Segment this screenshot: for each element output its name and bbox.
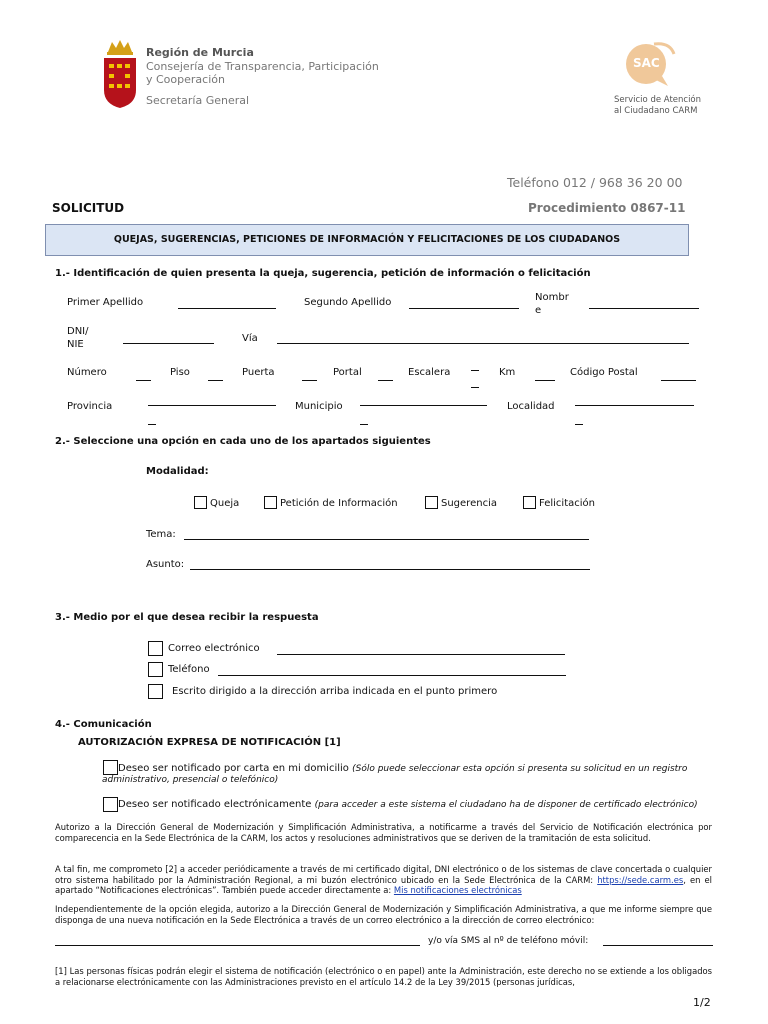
secretaria-general: Secretaría General xyxy=(146,94,250,107)
segundo-apellido-label: Segundo Apellido xyxy=(304,297,392,308)
localidad-field-b xyxy=(575,424,583,425)
primer-apellido-field[interactable] xyxy=(178,308,276,309)
queja-checkbox[interactable] xyxy=(194,496,207,509)
consejeria-line2: y Cooperación xyxy=(146,73,225,86)
primer-apellido-label: Primer Apellido xyxy=(67,297,144,308)
dni-field[interactable] xyxy=(123,343,214,344)
modalidad-label: Modalidad: xyxy=(146,466,209,477)
municipio-field-b xyxy=(360,424,368,425)
region-name: Región de Murcia xyxy=(146,46,254,59)
km-label: Km xyxy=(499,367,516,378)
asunto-field[interactable] xyxy=(190,569,590,570)
notificacion-carta-label: Deseo ser notificado por carta en mi domicilio (Sólo puede seleccionar esta opción si presenta su solicitud en un registro xyxy=(118,763,688,774)
section3-heading: 3.- Medio por el que desea recibir la respuesta xyxy=(55,612,319,623)
nombre-field[interactable] xyxy=(589,308,699,309)
codigo-postal-field[interactable] xyxy=(661,380,696,381)
nombre-label-a: Nombr xyxy=(535,292,569,303)
sac-line2: al Ciudadano CARM xyxy=(614,106,698,116)
sac-line1: Servicio de Atención xyxy=(614,95,702,105)
tema-field[interactable] xyxy=(184,539,589,540)
peticion-label: Petición de Información xyxy=(280,498,398,509)
correo-checkbox[interactable] xyxy=(148,641,163,656)
section4-heading: 4.- Comunicación xyxy=(55,719,152,730)
puerta-field[interactable] xyxy=(302,380,317,381)
phone-number: Teléfono 012 / 968 36 20 00 xyxy=(507,175,683,190)
dni-label-a: DNI/ xyxy=(67,326,89,337)
autorizacion-heading: AUTORIZACIÓN EXPRESA DE NOTIFICACIÓN [1] xyxy=(78,737,341,748)
portal-label: Portal xyxy=(333,367,362,378)
piso-label: Piso xyxy=(170,367,190,378)
sms-field[interactable] xyxy=(603,945,713,946)
escalera-label: Escalera xyxy=(408,367,451,378)
sugerencia-checkbox[interactable] xyxy=(425,496,438,509)
km-field[interactable] xyxy=(535,380,555,381)
section2-heading: 2.- Seleccione una opción en cada uno de los apartados siguientes xyxy=(55,436,431,447)
page-number: 1/2 xyxy=(693,996,711,1009)
procedure-code: Procedimiento 0867-11 xyxy=(528,201,686,215)
municipio-label: Municipio xyxy=(295,401,343,412)
correo-label: Correo electrónico xyxy=(168,643,260,654)
via-label: Vía xyxy=(242,333,258,344)
provincia-field[interactable] xyxy=(148,405,276,406)
telefono-checkbox[interactable] xyxy=(148,662,163,677)
escalera-field-b[interactable] xyxy=(471,387,479,388)
portal-field[interactable] xyxy=(378,380,393,381)
informe-paragraph: Independientemente de la opción elegida, autorizo a la Dirección General de Modernización y Simplificación Administrativa, a que me informe siempre que disponga de una nueva notificación en la Sede Electrónica a través de un correo electrónico a la dirección de correo electrónico: xyxy=(55,904,712,925)
numero-label: Número xyxy=(67,367,107,378)
felicitacion-label: Felicitación xyxy=(539,498,595,509)
escalera-field-a[interactable] xyxy=(471,370,479,371)
mis-notificaciones-link[interactable]: Mis notificaciones electrónicas xyxy=(393,885,522,895)
notificacion-electronica-label: Deseo ser notificado electrónicamente (para acceder a este sistema el ciudadano ha de disponer de certificado electrónico) xyxy=(118,799,698,810)
segundo-apellido-field[interactable] xyxy=(409,308,519,309)
asunto-label: Asunto: xyxy=(146,559,185,570)
municipio-field[interactable] xyxy=(360,405,487,406)
correo-field[interactable] xyxy=(277,654,565,655)
telefono-label: Teléfono xyxy=(168,664,210,675)
dni-label-b: NIE xyxy=(67,339,84,350)
tema-label: Tema: xyxy=(146,529,176,540)
consejeria-line1: Consejería de Transparencia, Participación xyxy=(146,60,379,73)
puerta-label: Puerta xyxy=(242,367,275,378)
queja-label: Queja xyxy=(210,498,240,509)
notificacion-carta-note: administrativo, presencial o telefónico) xyxy=(102,775,279,785)
codigo-postal-label: Código Postal xyxy=(570,367,638,378)
peticion-checkbox[interactable] xyxy=(264,496,277,509)
piso-field[interactable] xyxy=(208,380,223,381)
form-title: SOLICITUD xyxy=(52,201,125,215)
felicitacion-checkbox[interactable] xyxy=(523,496,536,509)
via-field[interactable] xyxy=(277,343,689,344)
region-shield-icon xyxy=(100,38,140,110)
provincia-label: Provincia xyxy=(67,401,113,412)
email-notificacion-field[interactable] xyxy=(55,945,420,946)
footnote-1: [1] Las personas físicas podrán elegir el sistema de notificación (electrónico o en papel) ante la Administración, este derecho no se extiende a los obligados a relacionarse electrónicamente con las Administraciones previsto en el artículo 14.2 de la Ley 39/2015 (personas jurídicas, xyxy=(55,966,712,987)
escrito-checkbox[interactable] xyxy=(148,684,163,699)
section1-heading: 1.- Identificación de quien presenta la queja, sugerencia, petición de información o felicitación xyxy=(55,268,591,279)
escrito-label: Escrito dirigido a la dirección arriba indicada en el punto primero xyxy=(172,686,498,697)
localidad-field[interactable] xyxy=(575,405,694,406)
notificacion-electronica-checkbox[interactable] xyxy=(103,797,118,812)
banner-text: QUEJAS, SUGERENCIAS, PETICIONES DE INFORMACIÓN Y FELICITACIONES DE LOS CIUDADANOS xyxy=(113,234,621,245)
telefono-field[interactable] xyxy=(218,675,566,676)
nombre-label-b: e xyxy=(535,305,542,316)
numero-field[interactable] xyxy=(136,380,151,381)
autorizo-paragraph: Autorizo a la Dirección General de Modernización y Simplificación Administrativa, a notificarme a través del Servicio de Notificación electrónica por comparecencia en la Sede Electrónica de la CARM, los actos y resoluciones administrativos que se deriven de la tramitación de esta solicitud. xyxy=(55,822,712,843)
compromiso-paragraph: A tal fin, me comprometo [2] a acceder periódicamente a través de mi certificado digital, DNI electrónico o de los sistemas de clave concertada o cualquier otro sistema habilitado por la Administración Regional, a mi buzón electrónico ubicado en la Sede Electrónica de la CARM: https://sede.carm.es, en el apartado “Notificaciones electrónicas”. También puede acceder directamente a: Mis notificaciones electrónicas xyxy=(55,864,712,895)
banner xyxy=(45,224,689,256)
provincia-field-b xyxy=(148,424,156,425)
sms-label: y/o vía SMS al nº de teléfono móvil: xyxy=(428,936,589,946)
sede-link[interactable]: https://sede.carm.es xyxy=(597,874,684,885)
localidad-label: Localidad xyxy=(507,401,555,412)
sac-label: SAC xyxy=(633,56,660,70)
sugerencia-label: Sugerencia xyxy=(441,498,497,509)
notificacion-carta-checkbox[interactable] xyxy=(103,760,118,775)
